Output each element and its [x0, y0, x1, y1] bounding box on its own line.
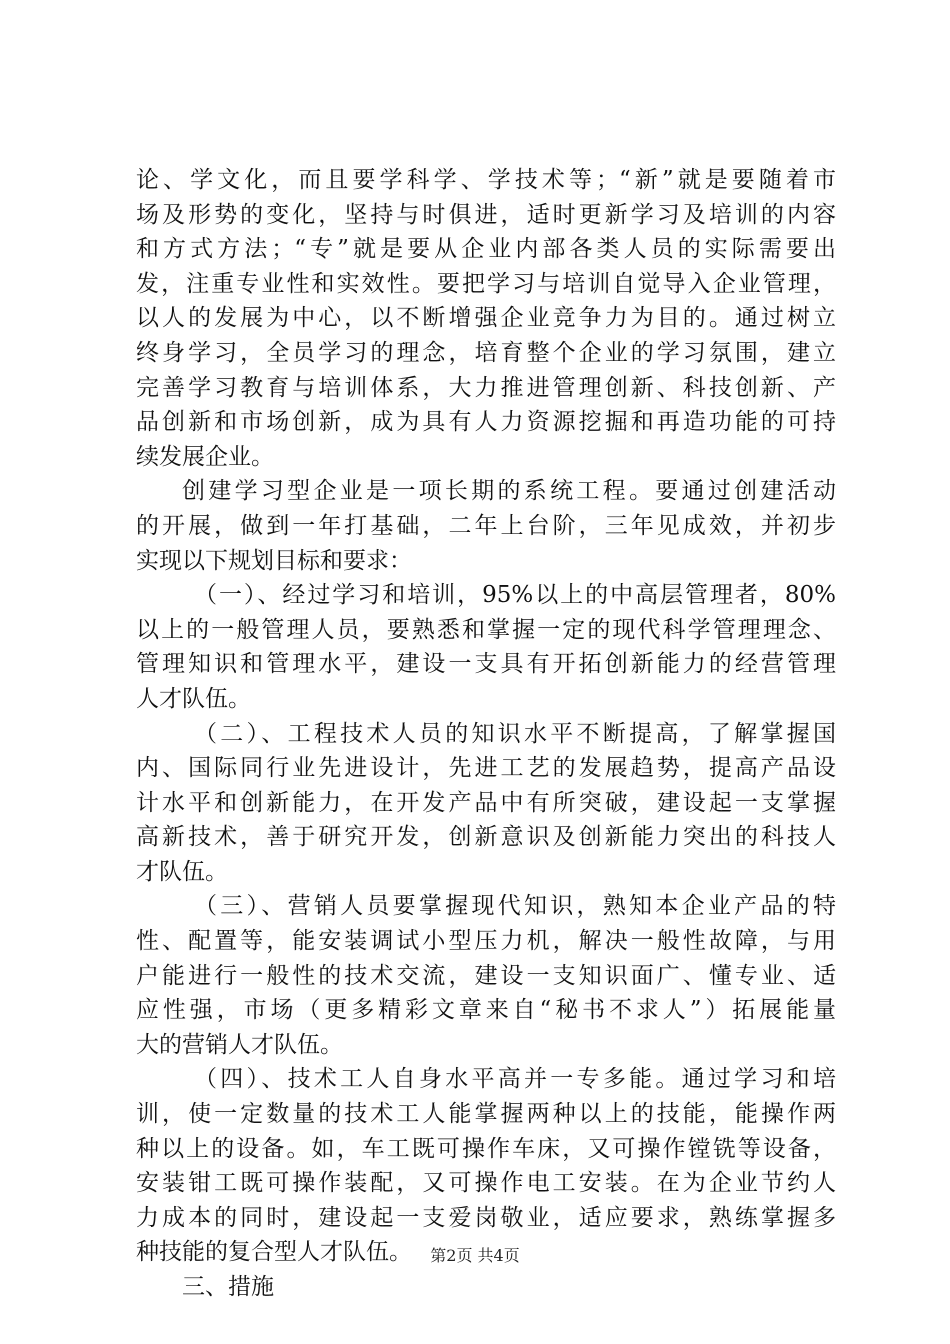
text-line: 训，使一定数量的技术工人能掌握两种以上的技能，能操作两 [136, 1101, 836, 1128]
document-body [136, 163, 836, 1305]
paragraph-1 [136, 163, 836, 474]
text-line: 才队伍。 [136, 858, 228, 885]
text-line: 种以上的设备。如，车工既可操作车床，又可操作镗铣等设备， [136, 1135, 836, 1162]
text-line: 种技能的复合型人才队伍。 [136, 1239, 412, 1266]
text-line: 应性强，市场（更多精彩文章来自“秘书不求人”）拓展能量 [136, 997, 836, 1024]
text-line: 续发展企业。 [136, 443, 274, 470]
text-line: 户能进行一般性的技术交流，建设一支知识面广、懂专业、适 [136, 962, 836, 989]
section-heading [136, 1270, 836, 1305]
text-line: 发，注重专业性和实效性。要把学习与培训自觉导入企业管理， [136, 270, 836, 297]
paragraph-item-4 [136, 1062, 836, 1270]
text-line: 品创新和市场创新，成为具有人力资源挖掘和再造功能的可持 [136, 409, 836, 436]
section-title: 三、措施 [182, 1274, 274, 1300]
text-line: 人才队伍。 [136, 685, 251, 712]
text-line: 终身学习，全员学习的理念，培育整个企业的学习氛围，建立 [136, 339, 836, 366]
text-line: 内、国际同行业先进设计，先进工艺的发展趋势，提高产品设 [136, 755, 836, 782]
text-line: （四）、技术工人自身水平高并一专多能。通过学习和培 [194, 1066, 836, 1093]
text-line: 以上的一般管理人员，要熟悉和掌握一定的现代科学管理理念、 [136, 616, 836, 643]
text-line: 的开展，做到一年打基础，二年上台阶，三年见成效，并初步 [136, 512, 836, 539]
paragraph-2 [136, 474, 836, 578]
text-line: （二）、工程技术人员的知识水平不断提高，了解掌握国 [194, 720, 836, 747]
paragraph-item-3 [136, 889, 836, 1062]
page-footer: 第2页 共4页 [430, 1246, 520, 1265]
text-line: 论、学文化，而且要学科学、学技术等；“新”就是要随着市 [136, 167, 836, 193]
text-line: 管理知识和管理水平，建设一支具有开拓创新能力的经营管理 [136, 651, 836, 678]
text-line: 安装钳工既可操作装配，又可操作电工安装。在为企业节约人 [136, 1170, 836, 1197]
text-line: 场及形势的变化，坚持与时俱进，适时更新学习及培训的内容 [136, 201, 836, 228]
text-line: 以人的发展为中心，以不断增强企业竞争力为目的。通过树立 [136, 305, 836, 332]
text-line: 力成本的同时，建设起一支爱岗敬业，适应要求，熟练掌握多 [136, 1204, 836, 1231]
text-line: 完善学习教育与培训体系，大力推进管理创新、科技创新、产 [136, 374, 836, 401]
text-line: 计水平和创新能力，在开发产品中有所突破，建设起一支掌握 [136, 789, 836, 816]
text-line: 实现以下规划目标和要求： [136, 547, 412, 574]
paragraph-item-1 [136, 578, 836, 716]
paragraph-item-2 [136, 717, 836, 890]
text-line: 大的营销人才队伍。 [136, 1031, 343, 1058]
text-line: （三）、营销人员要掌握现代知识，熟知本企业产品的特 [194, 893, 836, 920]
text-line: 创建学习型企业是一项长期的系统工程。要通过创建活动 [182, 478, 836, 505]
text-line: 性、配置等，能安装调试小型压力机，解决一般性故障，与用 [136, 928, 836, 955]
text-line: 和方式方法；“专”就是要从企业内部各类人员的实际需要出 [136, 236, 836, 263]
text-line: 高新技术，善于研究开发，创新意识及创新能力突出的科技人 [136, 824, 836, 851]
text-line: （一）、经过学习和培训，95%以上的中高层管理者，80% [194, 582, 836, 609]
